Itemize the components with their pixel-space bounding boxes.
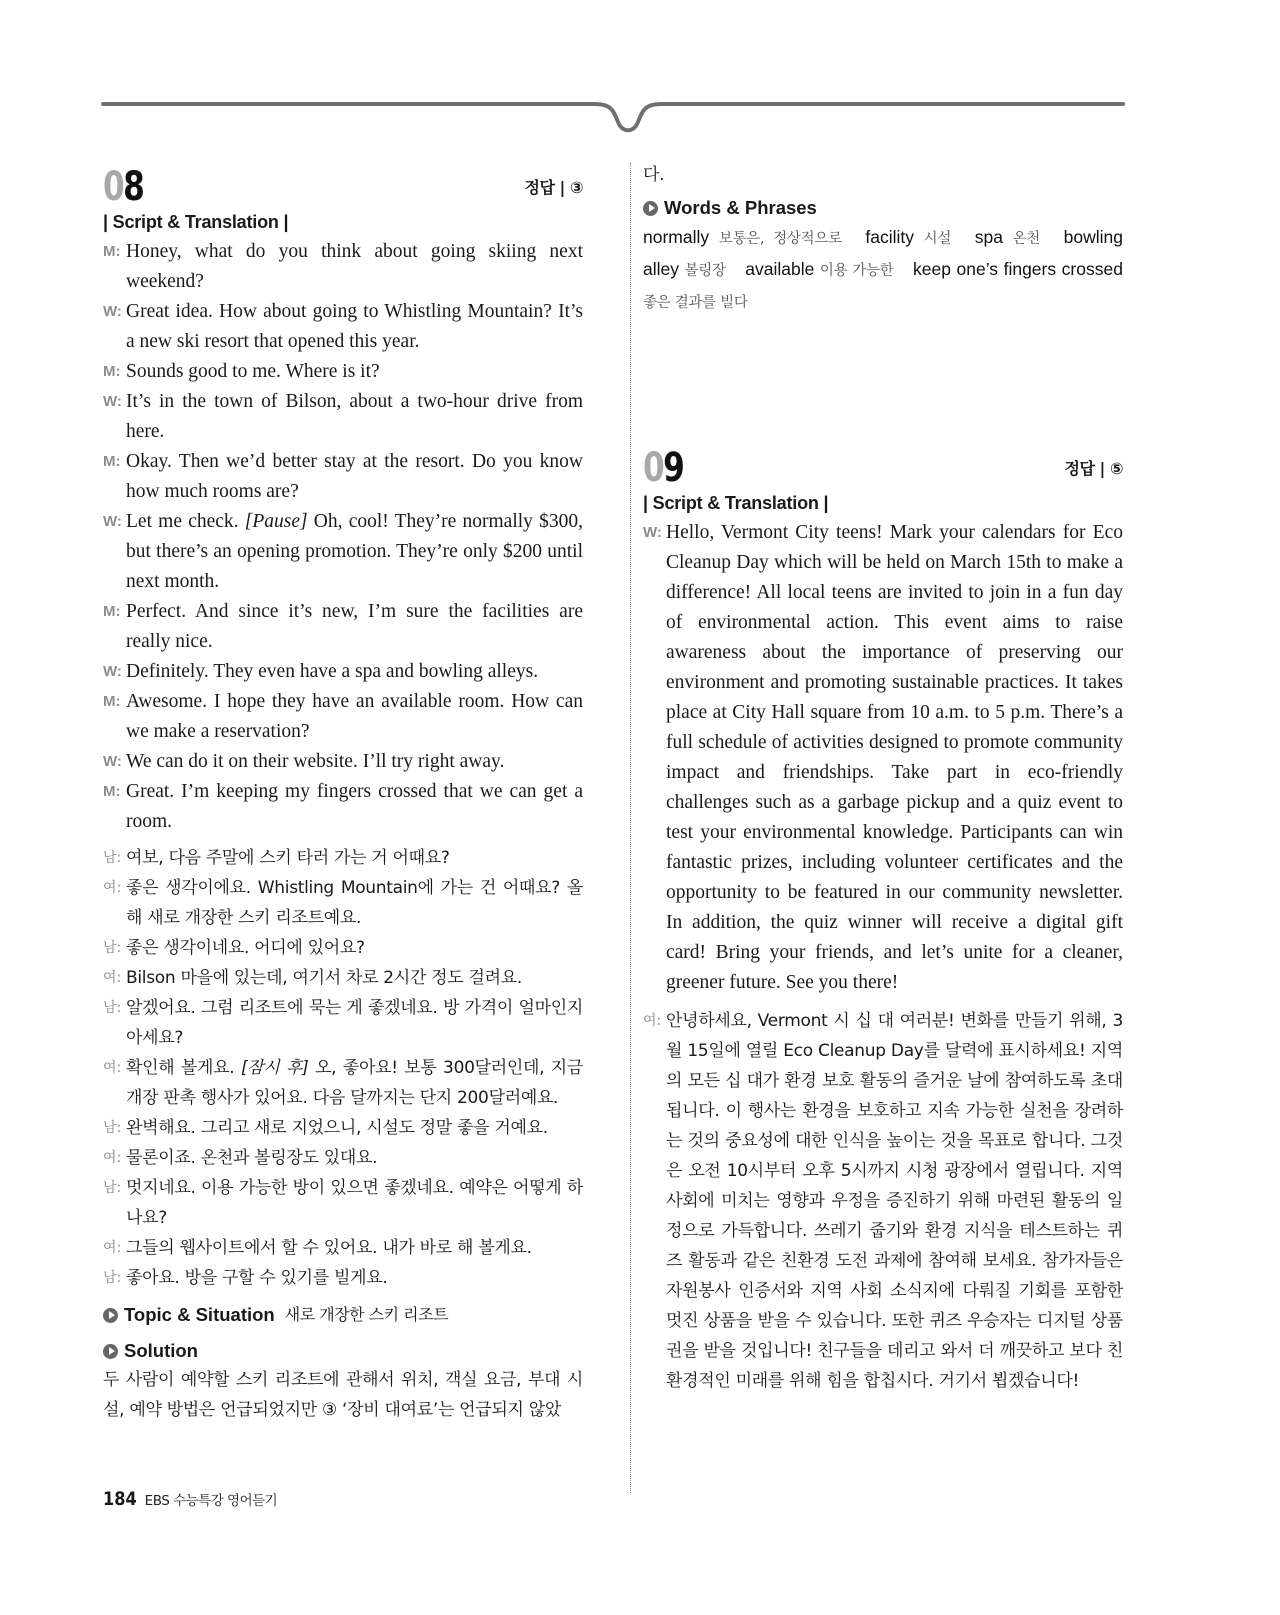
solution-label: Solution [124,1340,198,1361]
question-number: 09 [643,445,684,491]
word-en: available [745,259,815,279]
dialogue-line: 여: Bilson 마을에 있는데, 여기서 차로 2시간 정도 걸려요. [103,963,583,993]
script-korean [103,843,583,1293]
question-08 [103,165,583,1425]
speaker-label: M: [103,783,121,800]
dialogue-line: M: Great. I’m keeping my fingers crossed that we can get a room. [103,777,583,837]
speaker-label: M: [103,603,121,620]
speaker-label: 남: [103,1120,122,1136]
solution-heading [103,1337,583,1365]
book-title: EBS 수능특강 영어듣기 [144,1493,278,1509]
stage-direction: [Pause] [244,511,308,532]
speaker-label: W: [103,663,122,680]
speaker-label: 여: [103,1060,122,1076]
word-ko: 이용 가능한 [819,263,894,279]
speaker-label: W: [643,524,662,541]
dialogue-line: 여: 확인해 볼게요. [잠시 후] 오, 좋아요! 보통 300달러인데, 지금 개장 판촉 행사가 있어요. 다음 달까지는 단지 200달러예요. [103,1053,583,1113]
dialogue-line: 남: 완벽해요. 그리고 새로 지었으니, 시설도 정말 좋을 거예요. [103,1113,583,1143]
play-bullet-icon [103,1308,118,1323]
dialogue-line: M: Perfect. And since it’s new, I’m sure the facilities are really nice. [103,597,583,657]
column-divider [630,163,631,1493]
words-phrases-heading [643,194,1123,222]
dialogue-line: 남: 알겠어요. 그럼 리조트에 묵는 게 좋겠네요. 방 가격이 얼마인지 아세요? [103,993,583,1053]
word-ko: 볼링장 [684,263,726,279]
dialogue-line: W: We can do it on their website. I’ll try right away. [103,747,583,777]
page-number: 184 [103,1488,137,1510]
dialogue-line: M: Honey, what do you think about going skiing next weekend? [103,237,583,297]
question-header [643,446,1123,490]
monologue: W: Hello, Vermont City teens! Mark your calendars for Eco Cleanup Day which will be held on March 15th to make a difference! All local teens are invited to join in a fun day of environmental action. This event aims to raise awareness about the importance of preserving our environment and promoting sustainable practices. It takes place at City Hall square from 10 a.m. to 5 p.m. There’s a full schedule of activities designed to promote community impact and friendships. Take part in eco-friendly challenges such as a garbage pickup and a quiz event to test your environmental knowledge. Participants can win fantastic prizes, including volunteer certificates and the opportunity to be featured in our community newsletter. In addition, the quiz winner will receive a digital gift card! Bring your friends, and let’s unite for a cleaner, greener future. See you there! [643,518,1123,998]
word-en: facility [865,227,915,247]
speaker-label: 남: [103,1000,122,1016]
word-en: keep one’s fingers crossed [913,259,1123,279]
words-label: Words & Phrases [664,197,817,218]
script-english [643,518,1123,998]
stage-direction: [잠시 후] [240,1058,309,1078]
question-header [103,165,583,209]
speaker-label: 여: [103,1240,122,1256]
word-ko: 시설 [923,231,952,247]
dialogue-line: 남: 좋은 생각이네요. 어디에 있어요? [103,933,583,963]
speaker-label: 남: [103,1180,122,1196]
play-bullet-icon [643,201,658,216]
header-rule [0,0,1280,160]
solution-continuation: 다. [643,165,665,185]
word-en: spa [974,227,1003,247]
speaker-label: W: [103,303,122,320]
speaker-label: 남: [103,1270,122,1286]
word-ko: 보통은, 정상적으로 [718,231,842,247]
play-bullet-icon [103,1344,118,1359]
dialogue-line: M: Awesome. I hope they have an available room. How can we make a reservation? [103,687,583,747]
speaker-label: M: [103,363,121,380]
question-number: 08 [103,164,144,210]
speaker-label: W: [103,393,122,410]
dialogue-line: 여: 좋은 생각이에요. Whistling Mountain에 가는 건 어때요? 올해 새로 개장한 스키 리조트예요. [103,873,583,933]
dialogue-line: M: Okay. Then we’d better stay at the resort. Do you know how much rooms are? [103,447,583,507]
page-footer [103,1488,277,1510]
speaker-label: 여: [103,880,122,896]
dialogue-line: W: Definitely. They even have a spa and bowling alleys. [103,657,583,687]
topic-situation [103,1301,583,1329]
topic-value: 새로 개장한 스키 리조트 [284,1305,449,1324]
dialogue-line: W: Let me check. [Pause] Oh, cool! They’re normally $300, but there’s an opening promotion. They’re only $200 until next month. [103,507,583,597]
word-en: normally [643,227,710,247]
word-ko: 좋은 결과를 빌다 [643,295,748,311]
speaker-label: 남: [103,940,122,956]
topic-label: Topic & Situation [124,1304,275,1325]
speaker-label: 남: [103,850,122,866]
speaker-label: 여: [103,970,122,986]
question-09 [643,446,1123,1396]
dialogue-line: 남: 좋아요. 방을 구할 수 있기를 빌게요. [103,1263,583,1293]
word-en: bowling alley [643,227,1123,279]
right-column [643,160,1123,1396]
script-translation-label: | Script & Translation | [103,212,289,232]
dialogue-line: 남: 멋지네요. 이용 가능한 방이 있으면 좋겠네요. 예약은 어떻게 하나요? [103,1173,583,1233]
speaker-label: 여: [103,1150,122,1166]
word-ko: 온천 [1012,231,1040,247]
script-english [103,237,583,837]
answer-label: 정답 | ⑤ [1064,459,1123,478]
speaker-label: M: [103,453,121,470]
solution-text: 두 사람이 예약할 스키 리조트에 관해서 위치, 객실 요금, 부대 시설, 예약 방법은 언급되었지만 ③ ‘장비 대여료’는 언급되지 않았 [103,1370,583,1420]
monologue: 여: 안녕하세요, Vermont 시 십 대 여러분! 변화를 만들기 위해, 3월 15일에 열릴 Eco Cleanup Day를 달력에 표시하세요! 지역의 모든 십 대가 환경 보호 활동의 즐거운 날에 참여하도록 초대됩니다. 이 행사는 환경을 보호하고 지속 가능한 실천을 장려하는 것의 중요성에 대한 인식을 높이는 것을 목표로 합니다. 그것은 오전 10시부터 오후 5시까지 시청 광장에서 열립니다. 지역 사회에 미치는 영향과 우정을 증진하기 위해 마련된 활동의 일정으로 가득합니다. 쓰레기 줍기와 환경 지식을 테스트하는 퀴즈 활동과 같은 친환경 도전 과제에 참여해 보세요. 참가자들은 자원봉사 인증서와 지역 사회 소식지에 다뤄질 기회를 포함한 멋진 상품을 받을 수 있습니다. 또한 퀴즈 우승자는 디지털 상품권을 받을 것입니다! 친구들을 데리고 와서 더 깨끗하고 보다 친환경적인 미래를 위해 힘을 합칩시다. 거기서 뵙겠습니다! [643,1006,1123,1396]
speaker-label: 여: [643,1013,662,1029]
dialogue-line: 여: 그들의 웹사이트에서 할 수 있어요. 내가 바로 해 볼게요. [103,1233,583,1263]
answer-label: 정답 | ③ [524,178,583,197]
dialogue-line: W: It’s in the town of Bilson, about a two-hour drive from here. [103,387,583,447]
speaker-label: W: [103,513,122,530]
speaker-label: W: [103,753,122,770]
script-korean [643,1006,1123,1396]
speaker-label: M: [103,243,121,260]
dialogue-line: W: Great idea. How about going to Whistling Mountain? It’s a new ski resort that opened this year. [103,297,583,357]
dialogue-line: 여: 물론이죠. 온천과 볼링장도 있대요. [103,1143,583,1173]
script-translation-label: | Script & Translation | [643,493,829,513]
dialogue-line: 남: 여보, 다음 주말에 스키 타러 가는 거 어때요? [103,843,583,873]
speaker-label: M: [103,693,121,710]
dialogue-line: M: Sounds good to me. Where is it? [103,357,583,387]
words-list [643,222,1123,318]
